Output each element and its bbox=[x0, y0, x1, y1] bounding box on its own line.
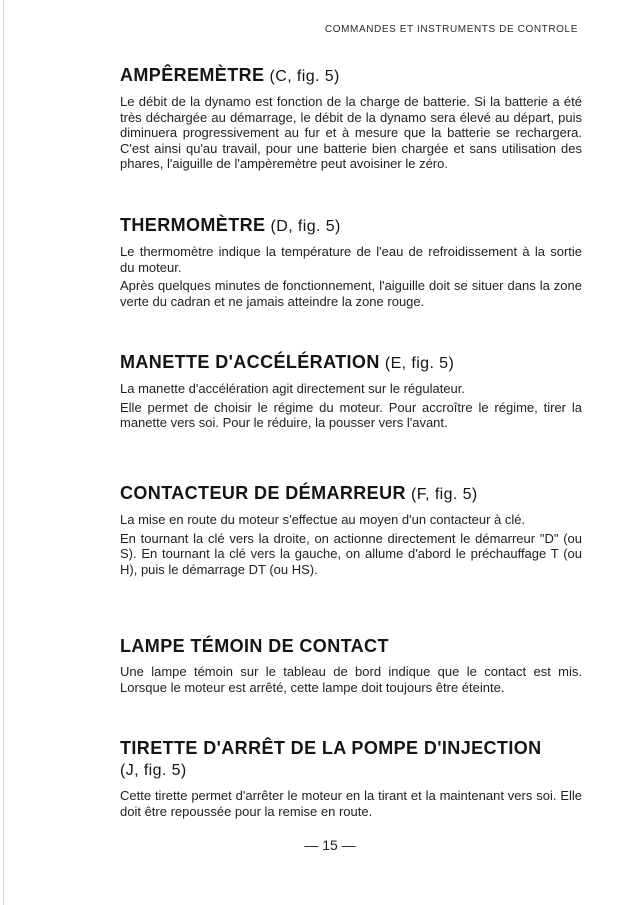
page-number: — 15 — bbox=[304, 837, 356, 853]
section-thermometre bbox=[120, 215, 582, 309]
section-paragraph: Cette tirette permet d'arrêter le moteur en la tirant et la maintenant vers soi. Elle doit être repoussée pour la remise en route. bbox=[120, 788, 582, 819]
section-heading bbox=[120, 738, 582, 781]
section-paragraph: La manette d'accélération agit directement sur le régulateur. bbox=[120, 381, 466, 396]
section-paragraph: Le thermomètre indique la température de l'eau de refroidissement à la sortie du moteur. bbox=[120, 244, 582, 275]
section-paragraph: La mise en route du moteur s'effectue au moyen d'un contacteur à clé. bbox=[120, 512, 526, 527]
running-header: COMMANDES ET INSTRUMENTS DE CONTROLE bbox=[324, 24, 578, 35]
figure-reference: (D, fig. 5) bbox=[270, 218, 341, 235]
figure-reference: (J, fig. 5) bbox=[120, 762, 187, 779]
figure-reference: (E, fig. 5) bbox=[384, 355, 455, 372]
section-amperemetre bbox=[120, 65, 582, 172]
section-tirette-arret bbox=[120, 738, 582, 819]
section-contacteur-demarreur bbox=[120, 483, 582, 577]
section-manette-acceleration bbox=[120, 352, 582, 431]
section-heading bbox=[120, 352, 582, 374]
section-title: LAMPE TÉMOIN DE CONTACT bbox=[120, 636, 389, 656]
section-paragraph: En tournant la clé vers la droite, on actionne directement le démarreur "D" (ou S). En tournant la clé vers la gauche, on allume d'abord le préchauffage T (ou H), puis le démarrage DT (ou HS). bbox=[120, 530, 582, 577]
section-paragraph: Elle permet de choisir le régime du moteur. Pour accroître le régime, tirer la manette vers soi. Pour le réduire, la pousser vers l'avant. bbox=[120, 399, 582, 430]
section-title: THERMOMÈTRE bbox=[120, 215, 266, 235]
figure-reference: (F, fig. 5) bbox=[411, 486, 478, 503]
section-title: CONTACTEUR DE DÉMARREUR bbox=[120, 483, 406, 503]
section-heading bbox=[120, 65, 582, 87]
section-title: TIRETTE D'ARRÊT DE LA POMPE D'INJECTION bbox=[120, 738, 542, 758]
section-heading bbox=[120, 483, 582, 505]
section-heading bbox=[120, 215, 582, 237]
section-title: AMPÊREMÈTRE bbox=[120, 65, 265, 85]
section-title: MANETTE D'ACCÉLÉRATION bbox=[120, 352, 380, 372]
section-paragraph: Une lampe témoin sur le tableau de bord indique que le contact est mis. Lorsque le moteur est arrêté, cette lampe doit toujours être éteinte. bbox=[120, 664, 582, 695]
figure-reference: (C, fig. 5) bbox=[269, 68, 340, 85]
section-heading bbox=[120, 636, 582, 657]
page-binding-edge bbox=[3, 0, 4, 905]
section-paragraph: Le débit de la dynamo est fonction de la charge de batterie. Si la batterie a été très déchargée au démarrage, le débit de la dynamo sera élevé au départ, puis diminuera progressivement au fur et à mesure que la batterie se rechargera. C'est ainsi qu'au travail, pour une batterie bien chargée et sans utilisation des phares, l'aiguille de l'ampèremètre peut avoisiner le zéro. bbox=[120, 94, 582, 171]
section-lampe-temoin bbox=[120, 636, 582, 695]
section-paragraph: Après quelques minutes de fonctionnement, l'aiguille doit se situer dans la zone verte du cadran et ne jamais atteindre la zone rouge. bbox=[120, 278, 582, 309]
